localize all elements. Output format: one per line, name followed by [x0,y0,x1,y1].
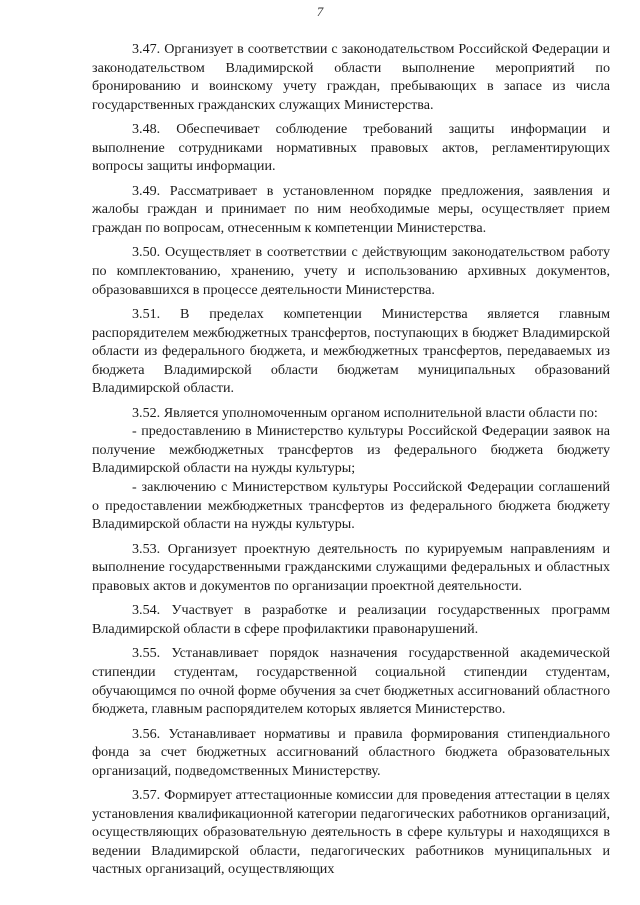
paragraph-3-52: 3.52. Является уполномоченным органом исполнительной власти области по: [132,404,598,421]
list-item-agreements: - заключению с Министерством культуры Российской Федерации соглашений о предоставлении межбюджетных трансфертов из федерального бюджета бюджету Владимирской области на нужды культуры. [92,479,610,533]
paragraph-3-54: 3.54. Участвует в разработке и реализации государственных программ Владимирской области в сфере профилактики правонарушений. [92,602,610,637]
paragraph-3-57: 3.57. Формирует аттестационные комиссии для проведения аттестации в целях установления квалификационной категории педагогических работников организаций, осуществляющих образовательную деятельность в сфере культуры и находящихся в ведении Владимирской области, педагогических работников муниципальных и частных организаций, осуществляющих [92,787,610,878]
document-body [92,40,610,879]
page-number: 7 [316,4,324,19]
paragraph-3-55: 3.55. Устанавливает порядок назначения государственной академической стипендии студентам, государственной социальной стипендии студентам, обучающимся по очной форме обучения за счет бюджетных ассигнований областного бюджета, главным распорядителем которых является Министерство. [92,645,610,718]
paragraph-3-50: 3.50. Осуществляет в соответствии с действующим законодательством работу по комплектованию, хранению, учету и использованию архивных документов, образовавшихся в процессе деятельности Министерства. [92,244,610,298]
paragraph-3-53: 3.53. Организует проектную деятельность по курируемым направлениям и выполнение государственными гражданскими служащими федеральных и областных правовых актов и документов по организации проектной деятельности. [92,540,610,594]
paragraph-3-49: 3.49. Рассматривает в установленном порядке предложения, заявления и жалобы граждан и принимает по ним необходимые меры, осуществляет прием граждан по вопросам, отнесенным к компетенции Министерства. [92,182,610,236]
paragraph-3-48: 3.48. Обеспечивает соблюдение требований защиты информации и выполнение сотрудниками нормативных правовых актов, регламентирующих вопросы защиты информации. [92,121,610,175]
paragraph-3-51: 3.51. В пределах компетенции Министерства является главным распорядителем межбюджетных трансфертов, поступающих в бюджет Владимирской области из федерального бюджета, и межбюджетных трансфертов, передаваемых из бюджета Владимирской области бюджетам муниципальных образований Владимирской области. [92,306,610,397]
paragraph-3-47: 3.47. Организует в соответствии с законодательством Российской Федерации и законодательством Владимирской области выполнение мероприятий по бронированию и воинскому учету граждан, пребывающих в запасе из числа государственных гражданских служащих Министерства. [92,41,610,113]
list-item-applications: - предоставлению в Министерство культуры Российской Федерации заявок на получение межбюджетных трансфертов из федерального бюджета бюджету Владимирской области на нужды культуры; [92,423,610,477]
paragraph-3-56: 3.56. Устанавливает нормативы и правила формирования стипендиального фонда за счет бюджетных ассигнований областного бюджета образовательных организаций, подведомственных Министерству. [92,725,610,779]
